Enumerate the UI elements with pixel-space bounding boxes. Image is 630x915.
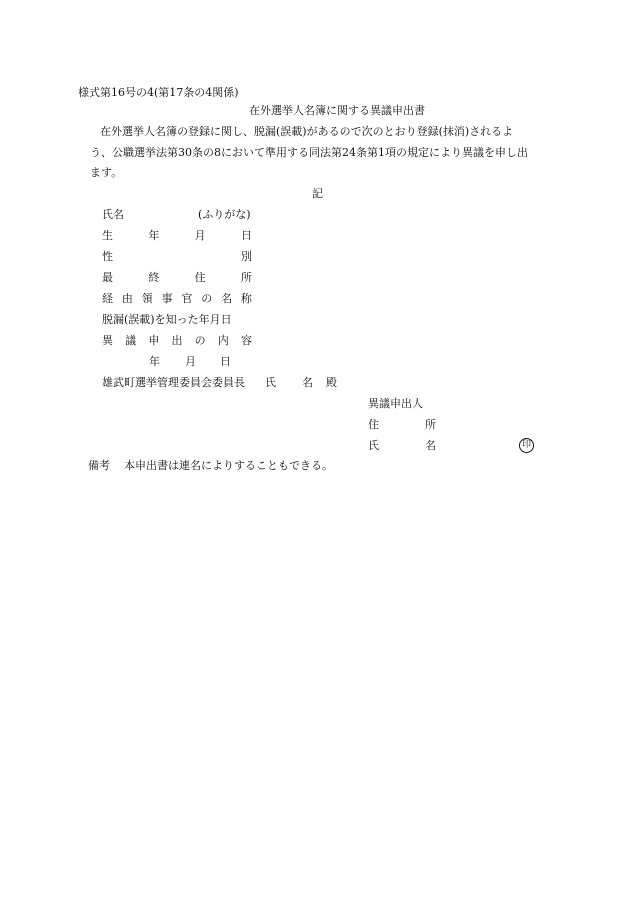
date-year: 年: [149, 355, 160, 368]
date-month: 月: [185, 355, 196, 368]
remarks-label: 備考: [88, 459, 110, 472]
applicant-address-char: 住: [368, 418, 379, 431]
ki-heading: 記: [312, 187, 323, 200]
form-title: 在外選挙人名簿に関する異議申出書: [249, 104, 425, 117]
consul-char: 名: [221, 292, 233, 305]
birthdate-char: 生: [102, 229, 113, 242]
consul-char: 由: [121, 292, 133, 305]
birthdate-char: 月: [194, 229, 206, 242]
applicant-name-char: 名: [425, 439, 436, 452]
applicant-name-char: 氏: [368, 439, 379, 452]
consul-char: 官: [181, 292, 193, 305]
sex-char: 性: [102, 250, 113, 263]
last-address-row: [102, 271, 252, 285]
applicant-address-char: 所: [425, 418, 436, 431]
name-label: 氏名: [102, 208, 124, 221]
addressee-dono: 殿: [326, 376, 337, 389]
objection-content-char: 出: [171, 334, 183, 347]
birthdate-char: 年: [148, 229, 160, 242]
sex-char: 別: [241, 250, 252, 263]
committee-chairman: 雄武町選挙管理委員会委員長: [102, 376, 245, 389]
consul-char: 称: [240, 292, 252, 305]
applicant-name-row: [368, 439, 436, 453]
known-date-label: 脱漏(誤載)を知った年月日: [102, 313, 232, 326]
last-address-char: 所: [240, 271, 252, 284]
consul-char: 領: [141, 292, 153, 305]
addressee-mei: 名: [302, 376, 313, 389]
form-number: 様式第16号の4(第17条の4関係): [78, 86, 239, 99]
objection-content-char: の: [194, 334, 206, 347]
objection-content-char: 申: [148, 334, 160, 347]
furigana-label: (ふりがな): [198, 208, 251, 221]
consul-char: 経: [102, 292, 113, 305]
objection-content-row: [102, 334, 252, 348]
birthdate-row: [102, 229, 252, 243]
consul-char: 事: [161, 292, 173, 305]
last-address-char: 住: [194, 271, 206, 284]
sex-row: [102, 250, 252, 264]
birthdate-char: 日: [240, 229, 252, 242]
applicant-address-row: [368, 418, 436, 432]
objection-content-char: 異: [102, 334, 113, 347]
objection-content-char: 内: [217, 334, 229, 347]
body-line-2: う、公職選挙法第30条の8において準用する同法第24条第1項の規定により異議を申し出: [90, 146, 528, 159]
last-address-char: 終: [148, 271, 160, 284]
date-day: 日: [220, 355, 231, 368]
body-line-3: ます。: [90, 166, 123, 179]
body-line-1: 在外選挙人名簿の登録に関し、脱漏(誤載)があるので次のとおり登録(抹消)されるよ: [100, 125, 514, 138]
applicant-title: 異議申出人: [368, 397, 423, 410]
addressee-shi: 氏: [265, 376, 276, 389]
objection-content-char: 容: [240, 334, 252, 347]
consul-char: の: [201, 292, 213, 305]
remarks-text: 本申出書は連名によりすることもできる。: [124, 459, 333, 472]
last-address-char: 最: [102, 271, 113, 284]
objection-content-char: 議: [125, 334, 137, 347]
consul-row: [102, 292, 252, 306]
seal-mark: 印: [519, 438, 534, 453]
